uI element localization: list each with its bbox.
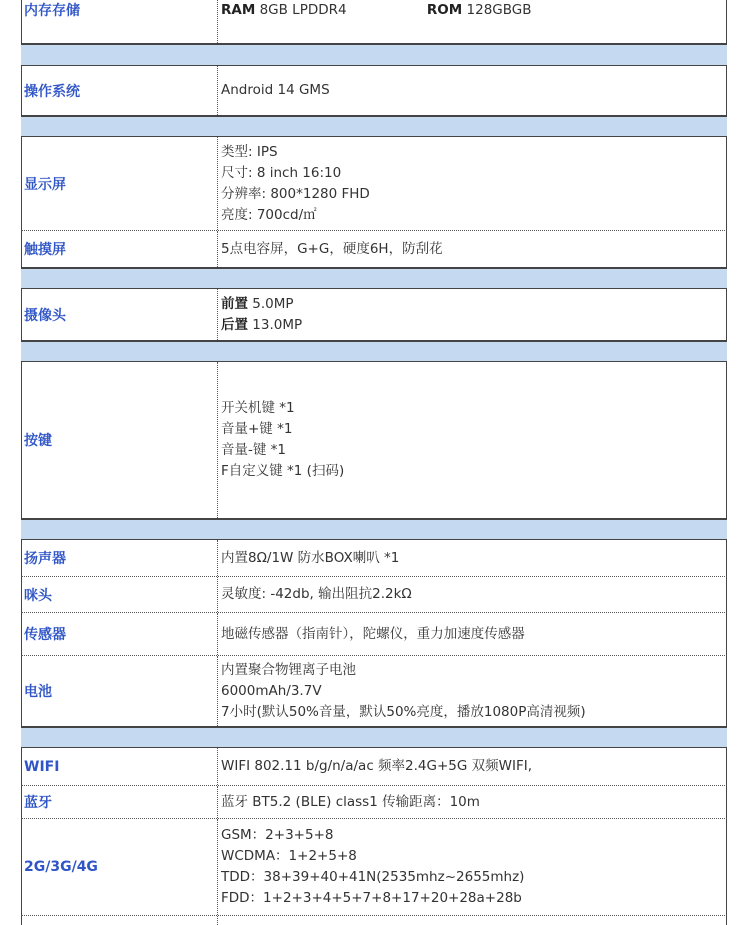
memory-value [217, 0, 727, 43]
os-label: 操作系统 [24, 83, 80, 100]
sensor-label: 传感器 [24, 627, 66, 643]
wifi-label: WIFI [24, 758, 60, 775]
buttons-value [217, 362, 727, 518]
row-speaker [21, 540, 727, 577]
display-value [217, 137, 727, 230]
display-size: 尺寸: 8 inch 16:10 [221, 164, 342, 181]
row-network [21, 819, 727, 916]
separator [21, 519, 727, 540]
row-bluetooth [21, 786, 727, 819]
rear-camera-key: 后置 [221, 316, 248, 333]
speaker-label: 扬声器 [24, 551, 66, 567]
mic-value: 灵敏度: -42db, 输出阻抗2.2kΩ [217, 577, 727, 612]
network-tdd: TDD：38+39+40+41N(2535mhz~2655mhz) [221, 869, 525, 885]
column-divider [217, 916, 218, 925]
row-touch [21, 231, 727, 268]
volume-up-key: 音量+键 *1 [221, 421, 293, 437]
display-label: 显示屏 [24, 176, 66, 193]
row-memory [21, 0, 727, 44]
front-camera-key: 前置 [221, 295, 248, 312]
network-wcdma: WCDMA：1+2+5+8 [221, 848, 357, 864]
row-camera [21, 289, 727, 341]
battery-capacity: 6000mAh/3.7V [221, 682, 322, 699]
separator [21, 44, 727, 66]
row-wifi [21, 748, 727, 786]
display-resolution: 分辨率: 800*1280 FHD [221, 185, 370, 202]
front-camera-value: 5.0MP [248, 295, 294, 312]
row-partial [21, 916, 727, 925]
power-key: 开关机键 *1 [221, 400, 295, 416]
network-gsm: GSM：2+3+5+8 [221, 827, 334, 843]
separator [21, 116, 727, 137]
bluetooth-value: 蓝牙 BT5.2 (BLE) class1 传输距离：10m [217, 786, 727, 818]
battery-life: 7小时(默认50%音量，默认50%亮度，播放1080P高清视频) [221, 703, 586, 720]
speaker-value: 内置8Ω/1W 防水BOX喇叭 *1 [217, 540, 727, 576]
display-type: 类型: IPS [221, 143, 278, 160]
display-brightness: 亮度: 700cd/㎡ [221, 206, 317, 223]
sensor-value: 地磁传感器（指南针），陀螺仪，重力加速度传感器 [217, 613, 727, 655]
volume-down-key: 音量-键 *1 [221, 442, 287, 458]
memory-label: 内存存储 [24, 3, 80, 19]
ram-key: RAM [221, 2, 256, 18]
touch-label: 触摸屏 [24, 242, 66, 258]
buttons-label: 按键 [24, 433, 52, 449]
row-os [21, 66, 727, 116]
network-value [217, 819, 727, 915]
separator [21, 341, 727, 362]
row-display [21, 137, 727, 231]
os-value: Android 14 GMS [217, 66, 727, 115]
custom-key: F自定义键 *1 (扫码) [221, 463, 345, 479]
rom-value: 128GBGB [466, 2, 532, 18]
mic-label: 咪头 [24, 587, 52, 604]
battery-type: 内置聚合物锂离子电池 [221, 661, 356, 678]
rear-camera-value: 13.0MP [248, 316, 303, 333]
separator [21, 268, 727, 289]
row-buttons [21, 362, 727, 519]
camera-value [217, 289, 727, 340]
wifi-value: WIFI 802.11 b/g/n/a/ac 频率2.4G+5G 双频WIFI, [217, 748, 727, 785]
bluetooth-label: 蓝牙 [24, 795, 52, 811]
row-battery [21, 656, 727, 727]
row-mic [21, 577, 727, 613]
ram-value: 8GB LPDDR4 [259, 2, 347, 18]
separator [21, 727, 727, 748]
network-label: 2G/3G/4G [24, 859, 98, 875]
battery-label: 电池 [24, 684, 52, 700]
camera-label: 摄像头 [24, 307, 66, 324]
battery-value [217, 656, 727, 726]
row-sensor [21, 613, 727, 656]
touch-value: 5点电容屏，G+G，硬度6H，防刮花 [217, 231, 727, 267]
spec-sheet [21, 0, 727, 925]
network-fdd: FDD：1+2+3+4+5+7+8+17+20+28a+28b [221, 890, 522, 906]
rom-key: ROM [426, 2, 463, 18]
